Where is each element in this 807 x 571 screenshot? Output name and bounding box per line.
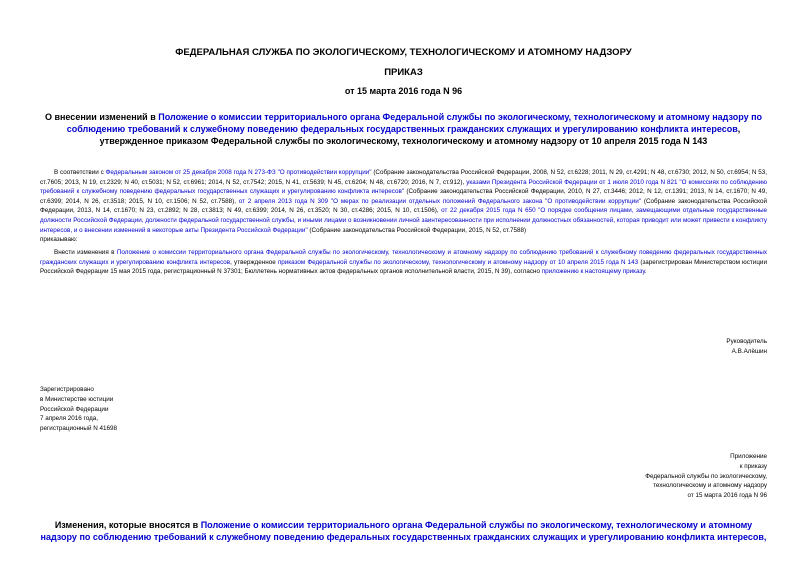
body-text-1: Внести изменения в xyxy=(54,249,117,256)
registration-line: регистрационный N 41698 xyxy=(40,425,118,433)
signature-position: Руководитель xyxy=(726,338,767,345)
registration-line: Зарегистрировано xyxy=(40,386,94,393)
preamble-text-1: В соответствии с xyxy=(54,169,106,176)
preamble-link-decree-650[interactable]: от 22 декабря 2015 года N 650 "О порядке сообщения лицами, замещающими отдельные государственные должности Российской Федерации, должности федеральной государственной службы, и иными лицами о возникновении личной заинтересованности при исполнении должностных обязанностей, которая приводит или может привести к конфликту интересов, и о внесении изменений в некоторые акты Президента Российской Федерации" xyxy=(40,207,768,234)
title-suffix: , утвержденное приказом Федеральной службы по экологическому, технологическому и атомному надзору от 10 апреля 2015 года N 143 xyxy=(99,124,741,146)
body-link-order-143[interactable]: приказом Федеральной службы по экологическому, технологическому и атомному надзору от 10 апреля 2015 года N 143 xyxy=(277,258,639,266)
signature-block xyxy=(726,337,767,356)
registration-block xyxy=(40,385,117,434)
body-link-appendix[interactable]: приложению к настоящему приказу xyxy=(541,268,645,276)
doc-type-heading: ПРИКАЗ xyxy=(384,67,423,78)
appendix-line: от 15 марта 2016 года N 96 xyxy=(687,492,767,500)
preamble-text-2: (Собрание законодательства Российской Федерации, 2008, N 52, ст.6228; 2011, N 29, ст.4291; N 48, ст.6730; 2012, N 50, ст.6954; N 53, ст.7605; 2013, N 19, ст.2329; N 40, ст.5031; N 52, ст.6961; 2014, N 52, ст.7542; 2015, N 41, ст.5639; N 45, ст.6204; N 48, ст.6720; 2016, N 7, ст.912), xyxy=(40,169,768,186)
appendix-line: к приказу xyxy=(739,462,767,470)
title-prefix: О внесении изменений в xyxy=(44,112,159,122)
preamble-text-3: (Собрание законодательства Российской Федерации, 2010, N 27, ст.3446; 2012, N 12, ст.1391; 2013, N 14, ст.1670; N 49, ст.6399; 2014, N 26, ст.3518; 2015, N 10, ст.1506; N 52, ст.7588), xyxy=(40,188,767,205)
appendix-block xyxy=(645,452,767,501)
body-paragraph xyxy=(40,248,767,277)
preamble-link-law[interactable]: Федеральным законом от 25 декабря 2008 года N 273-ФЗ "О противодействии коррупции" xyxy=(105,169,372,176)
body-text-4: . xyxy=(644,268,647,276)
agency-heading: ФЕДЕРАЛЬНАЯ СЛУЖБА ПО ЭКОЛОГИЧЕСКОМУ, ТЕХНОЛОГИЧЕСКОМУ И АТОМНОМУ НАДЗОРУ xyxy=(175,47,632,58)
body-link-regulation[interactable]: Положение о комиссии территориального органа Федеральной службы по экологическому, технологическому и атомному надзору по соблюдению требований к служебному поведению федеральных государственных гражданских служащих и урегулированию конфликта интересов xyxy=(40,249,767,266)
document-title xyxy=(40,111,767,147)
changes-title xyxy=(40,519,767,543)
preamble-text-4: (Собрание законодательства Российской Федерации, 2013, N 14, ст.1670; N 23, ст.2892; N 28, ст.3813; N 49, ст.6399; 2014, N 26, ст.3520; N 30, ст.4286; 2015, N 10, ст.1506), xyxy=(40,197,768,215)
title-link[interactable]: Положение о комиссии территориального органа Федеральной службы по экологическому, технологическому и атомному надзору по соблюдению требований к служебному поведению федеральных государственных гражданских служащих и урегулированию конфликта интересов xyxy=(66,112,763,134)
preamble-text-5: (Собрание законодательства Российской Федерации, 2015, N 52, ст.7588) xyxy=(307,226,527,234)
doc-date-number: от 15 марта 2016 года N 96 xyxy=(344,86,463,96)
changes-title-link[interactable]: Положение о комиссии территориального органа Федеральной службы по экологическому, технологическому и атомному надзору по соблюдению требований к служебному поведению федеральных государственных гражданских служащих и урегулированию конфликта интересов, xyxy=(40,520,767,542)
registration-line: 7 апреля 2016 года, xyxy=(40,415,98,423)
appendix-line: Приложение xyxy=(730,453,767,460)
preamble-paragraph xyxy=(40,168,767,235)
registration-line: в Министерстве юстиции xyxy=(40,395,114,403)
preamble-link-decree-821[interactable]: указами Президента Российской Федерации от 1 июля 2010 года N 821 "О комиссиях по соблюдению требований к служебному поведению федеральных государственных служащих и урегулированию конфликта интересов" xyxy=(40,178,767,196)
preamble-link-decree-309[interactable]: от 2 апреля 2013 года N 309 "О мерах по реализации отдельных положений Федерального закона "О противодействии коррупции" xyxy=(238,197,642,205)
body-text-2: , утвержденное xyxy=(230,258,278,266)
appendix-line: Федеральной службы по экологическому, xyxy=(645,472,767,480)
appendix-line: технологическому и атомному надзору xyxy=(653,482,767,490)
order-word: приказываю: xyxy=(40,236,78,243)
signature-name: А.В.Алёшин xyxy=(731,347,767,355)
registration-line: Российской Федерации xyxy=(40,405,109,413)
body-text-3: (зарегистрирован Министерством юстиции Российской Федерации 15 мая 2015 года, регистрационный N 37301; Бюллетень нормативных актов федеральных органов исполнительной власти, 2015, N 39), согласно xyxy=(40,258,767,276)
changes-title-prefix: Изменения, которые вносятся в xyxy=(54,520,201,530)
